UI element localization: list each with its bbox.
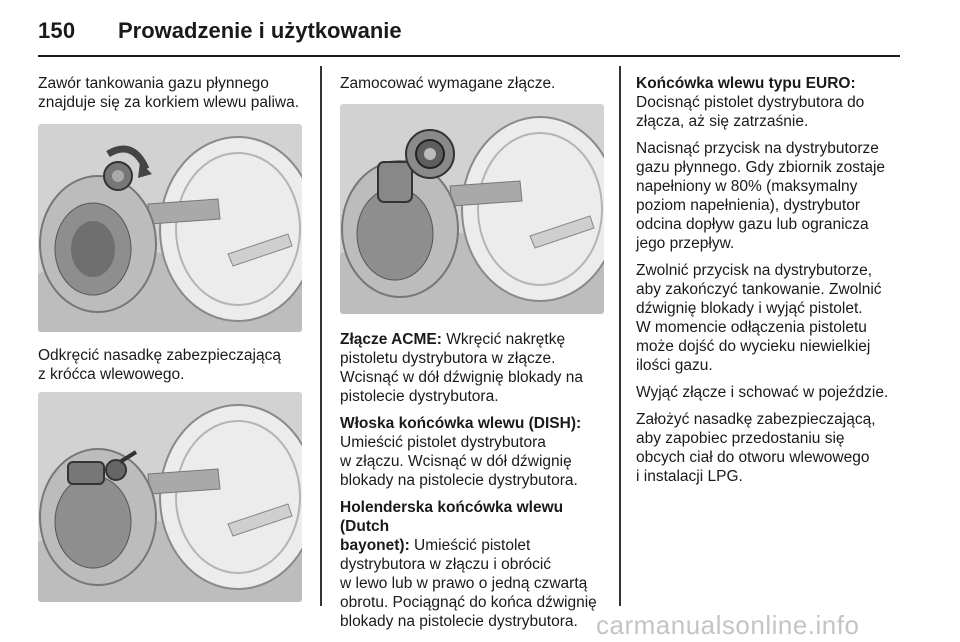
dutch-label: Holenderska końcówka wlewu (Dutch bayonet):	[340, 499, 564, 554]
column-2	[340, 74, 612, 101]
press-button-text: Nacisnąć przycisk na dystrybutorze gazu płynnego. Gdy zbiornik zostaje napełniony w 80% (maksymalny poziom napełnienia), dystrybutor odcina dopływ gazu lub ogranicza jego przepływ.	[636, 140, 886, 252]
dutch-text: Umieścić pistolet dystrybutora w złączu i obrócić w lewo lub w prawo o jedną czwartą obrotu. Pociągnąć do końca dźwignię blokady na pistolecie dystrybutora.	[340, 537, 597, 630]
lpg-valve-location-text: Zawór tankowania gazu płynnego znajduje się za korkiem wlewu paliwa.	[38, 75, 300, 111]
page-number: 150	[38, 18, 76, 43]
acme-label: Złącze ACME:	[340, 331, 442, 348]
column-1	[38, 74, 310, 120]
column-divider-2	[619, 66, 621, 606]
euro-instruction	[636, 74, 916, 131]
column-2-lower	[340, 330, 612, 639]
section-title: Prowadzenie i użytkowanie	[118, 18, 402, 43]
header-rule	[38, 55, 900, 57]
column-divider-1	[320, 66, 322, 606]
refit-cap-text: Założyć nasadkę zabezpieczającą, aby zapobiec przedostaniu się obcych ciał do otworu wlewowego i instalacji LPG.	[636, 411, 876, 485]
store-connector-text: Wyjąć złącze i schować w pojeździe.	[636, 384, 889, 401]
column-1-lower	[38, 346, 310, 392]
figure-fuel-flap-cap	[38, 124, 302, 332]
release-button-text: Zwolnić przycisk na dystrybutorze, aby zakończyć tankowanie. Zwolnić dźwignię blokady i wyjąć pistolet. W momencie odłączenia pistoletu może dojść do wycieku niewielkiej ilości gazu.	[636, 262, 882, 374]
dutch-instruction	[340, 498, 612, 631]
dish-text: Umieścić pistolet dystrybutora w złączu. Wcisnąć w dół dźwignię blokady na pistolecie dystrybutora.	[340, 434, 578, 489]
column-3	[636, 74, 916, 494]
watermark: carmanualsonline.info	[596, 610, 860, 640]
figure-connector-attached	[340, 104, 604, 314]
figure-connector-removed	[38, 392, 302, 602]
page-header	[38, 14, 918, 50]
unscrew-cap-text: Odkręcić nasadkę zabezpieczającą z króćca wlewowego.	[38, 347, 281, 383]
dish-label: Włoska końcówka wlewu (DISH):	[340, 415, 582, 432]
acme-text: Wkręcić nakrętkę pistoletu dystrybutora w złącze. Wcisnąć w dół dźwignię blokady na pistolecie dystrybutora.	[340, 331, 583, 405]
dish-instruction	[340, 414, 612, 490]
euro-text: Docisnąć pistolet dystrybutora do złącza, aż się zatrzaśnie.	[636, 94, 865, 130]
acme-instruction	[340, 330, 612, 406]
euro-label: Końcówka wlewu typu EURO:	[636, 75, 856, 92]
attach-connector-text: Zamocować wymagane złącze.	[340, 75, 556, 92]
